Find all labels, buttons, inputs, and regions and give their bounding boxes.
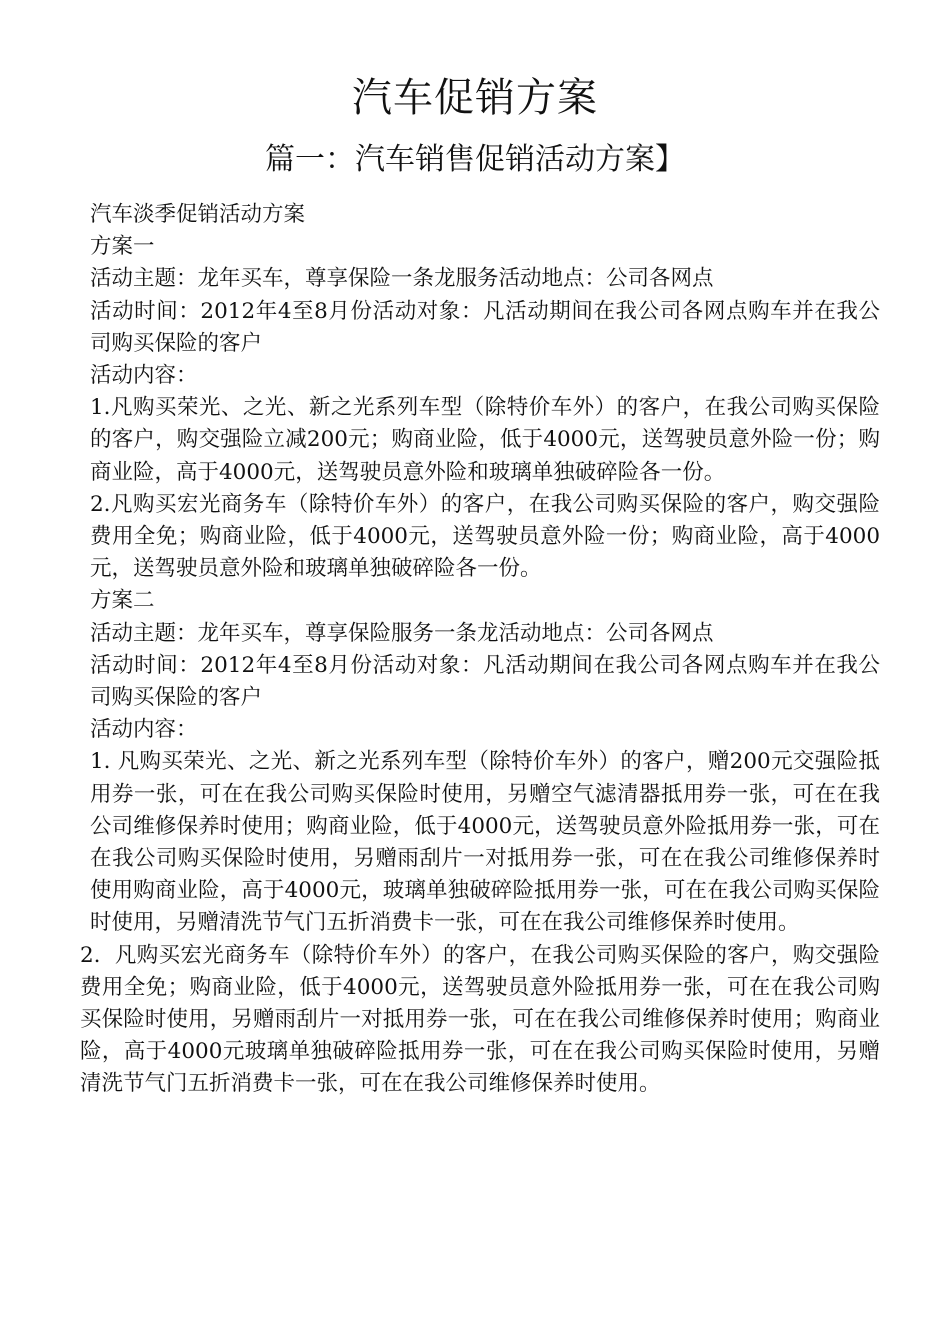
paragraph-plan-one-heading: 方案一 xyxy=(90,234,155,260)
document-title: 汽车促销方案 xyxy=(352,75,598,121)
document-body xyxy=(80,199,880,1101)
document-subtitle: 篇一：汽车销售促销活动方案】 xyxy=(265,142,685,177)
paragraph-content-label: 活动内容： xyxy=(90,717,198,743)
paragraph-plan-two-heading: 方案二 xyxy=(90,588,155,614)
paragraph-item: 2. 凡购买宏光商务车（除特价车外）的客户，在我公司购买保险的客户，购交强险费用全免；购商业险，低于4000元，送驾驶员意外险抵用券一张，可在在我公司购买保险时使用，另赠雨刮片一对抵用券一张，可在在我公司维修保养时使用；购商业险，高于4000元玻璃单独破碎险抵用券一张，可在在我公司购买保险时使用，另赠清洗节气门五折消费卡一张，可在在我公司维修保养时使用。 xyxy=(80,942,880,1097)
paragraph-heading: 汽车淡季促销活动方案 xyxy=(90,202,306,227)
paragraph-theme: 活动主题：龙年买车，尊享保险服务一条龙活动地点：公司各网点 xyxy=(90,620,714,646)
paragraph-theme: 活动主题：龙年买车，尊享保险一条龙服务活动地点：公司各网点 xyxy=(90,266,714,292)
paragraph-time: 活动时间：2012年4至8月份活动对象：凡活动期间在我公司各网点购车并在我公司购买保险的客户 xyxy=(90,652,880,711)
paragraph-item: 1. 凡购买荣光、之光、新之光系列车型（除特价车外）的客户，赠200元交强险抵用券一张，可在在我公司购买保险时使用，另赠空气滤清器抵用券一张，可在在我公司维修保养时使用；购商业险，低于4000元，送驾驶员意外险抵用券一张，可在在我公司购买保险时使用，另赠雨刮片一对抵用券一张，可在在我公司维修保养时使用购商业险，高于4000元，玻璃单独破碎险抵用券一张，可在在我公司购买保险时使用，另赠清洗节气门五折消费卡一张，可在在我公司维修保养时使用。 xyxy=(90,749,880,936)
paragraph-content-label: 活动内容： xyxy=(90,363,198,389)
paragraph-time: 活动时间：2012年4至8月份活动对象：凡活动期间在我公司各网点购车并在我公司购买保险的客户 xyxy=(90,298,880,356)
paragraph-item: 1.凡购买荣光、之光、新之光系列车型（除特价车外）的客户，在我公司购买保险的客户，购交强险立减200元；购商业险，低于4000元，送驾驶员意外险一份；购商业险，高于4000元，送驾驶员意外险和玻璃单独破碎险各一份。 xyxy=(90,395,880,485)
paragraph-item: 2.凡购买宏光商务车（除特价车外）的客户，在我公司购买保险的客户，购交强险费用全免；购商业险，低于4000元，送驾驶员意外险一份；购商业险，高于4000元，送驾驶员意外险和玻璃单独破碎险各一份。 xyxy=(90,491,880,582)
